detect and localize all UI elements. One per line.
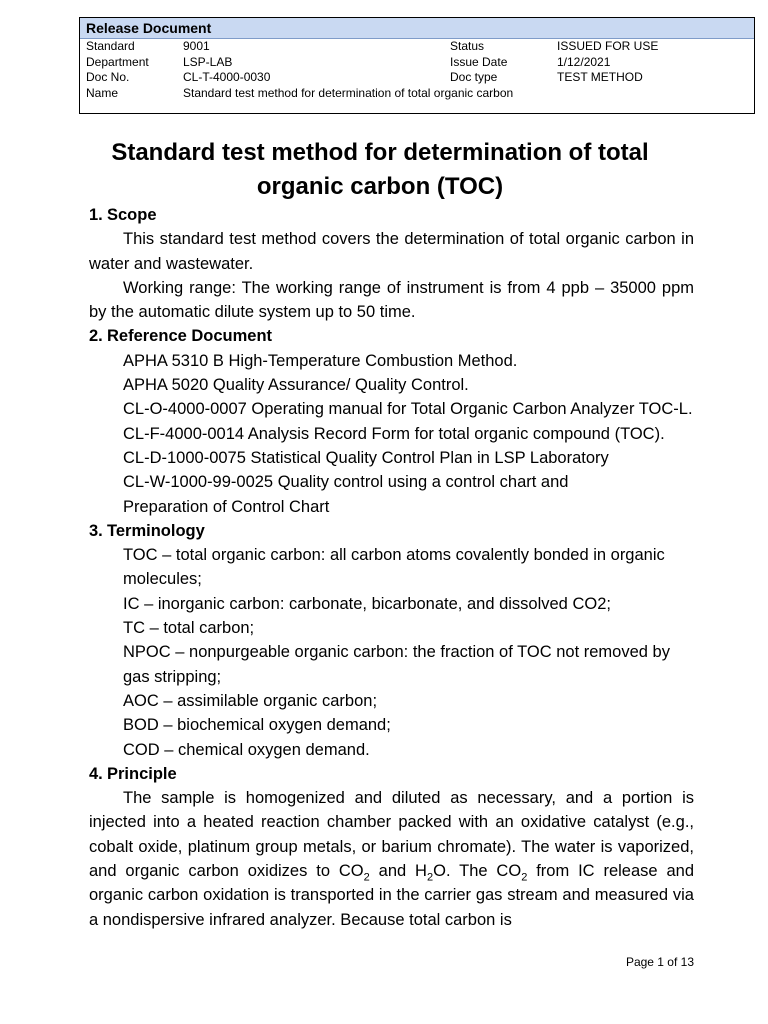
text-run: The sample is homogenized and diluted as necessary, and a portion is injected into a heated reaction chamber packed with an oxidative catalyst (e.g., cobalt oxide, platinum group metals, or barium chromate). The water is vaporized, and organic carbon oxidizes to CO bbox=[89, 789, 694, 881]
list-item: CL-W-1000-99-0025 Quality control using a control chart and bbox=[123, 473, 569, 492]
header-label: Status bbox=[450, 39, 485, 53]
header-value: 1/12/2021 bbox=[557, 54, 611, 69]
header-title: Release Document bbox=[80, 18, 754, 39]
list-item: NPOC – nonpurgeable organic carbon: the fraction of TOC not removed by gas stripping; bbox=[123, 643, 670, 686]
header-row bbox=[80, 39, 754, 55]
header-label: Name bbox=[86, 85, 119, 100]
list-item: APHA 5020 Quality Assurance/ Quality Control. bbox=[123, 376, 469, 395]
subscript: 2 bbox=[521, 871, 528, 884]
section-number: 1. bbox=[89, 206, 103, 224]
header-value: ISSUED FOR USE bbox=[557, 39, 659, 53]
section-number: 2. bbox=[89, 327, 103, 346]
document-body bbox=[89, 203, 694, 932]
section-title: Principle bbox=[107, 764, 177, 783]
header-value: CL-T-4000-0030 bbox=[183, 70, 271, 84]
header-row bbox=[80, 86, 754, 102]
section-heading-reference bbox=[89, 324, 694, 348]
subscript: 2 bbox=[363, 871, 370, 884]
section-title: Scope bbox=[107, 206, 157, 224]
header-row bbox=[80, 55, 754, 71]
list-item: TC – total carbon; bbox=[123, 619, 255, 638]
text-run: and H bbox=[369, 862, 427, 881]
header-row bbox=[80, 70, 754, 86]
header-value: LSP-LAB bbox=[183, 54, 233, 69]
list-item: IC – inorganic carbon: carbonate, bicarbonate, and dissolved CO2; bbox=[123, 594, 611, 613]
title-line: Standard test method for determination of total bbox=[111, 139, 649, 166]
header-value: Standard test method for determination of total organic carbon bbox=[183, 85, 514, 100]
header-label: Doc No. bbox=[86, 70, 130, 84]
section-heading-principle bbox=[89, 762, 694, 786]
list-item: COD – chemical oxygen demand. bbox=[123, 740, 370, 759]
text-run: from IC release and organic carbon oxidation is transported in the carrier gas stream and measured via a nondispersive infrared analyzer. Because total carbon is bbox=[89, 862, 694, 929]
release-document-header bbox=[79, 17, 755, 114]
header-label: Standard bbox=[86, 39, 135, 53]
section-heading-terminology bbox=[89, 519, 694, 543]
header-value: 9001 bbox=[183, 39, 210, 53]
list-item: CL-D-1000-0075 Statistical Quality Control Plan in LSP Laboratory bbox=[123, 448, 609, 467]
paragraph: This standard test method covers the determination of total organic carbon in water and wastewater. bbox=[89, 230, 694, 273]
title-line: organic carbon (TOC) bbox=[256, 173, 504, 200]
paragraph bbox=[89, 786, 694, 932]
list-item: CL-O-4000-0007 Operating manual for Total Organic Carbon Analyzer TOC-L. bbox=[123, 400, 693, 419]
list-item: TOC – total organic carbon: all carbon atoms covalently bonded in organic molecules; bbox=[123, 546, 665, 589]
header-label: Doc type bbox=[450, 70, 498, 84]
text-run: O. The CO bbox=[433, 862, 522, 881]
header-label: Department bbox=[86, 54, 149, 69]
document-title bbox=[70, 136, 690, 204]
section-heading-scope bbox=[89, 203, 694, 227]
list-item: BOD – biochemical oxygen demand; bbox=[123, 716, 391, 735]
page-number: Page 1 of 13 bbox=[625, 955, 694, 969]
list-item: AOC – assimilable organic carbon; bbox=[123, 691, 378, 710]
list-item: Preparation of Control Chart bbox=[123, 497, 330, 516]
header-value: TEST METHOD bbox=[557, 70, 643, 84]
section-number: 4. bbox=[89, 764, 103, 783]
section-number: 3. bbox=[89, 521, 103, 540]
section-title: Reference Document bbox=[107, 327, 273, 346]
section-title: Terminology bbox=[107, 521, 205, 540]
list-item: APHA 5310 B High-Temperature Combustion Method. bbox=[123, 351, 518, 370]
list-item: CL-F-4000-0014 Analysis Record Form for total organic compound (TOC). bbox=[123, 424, 665, 443]
subscript: 2 bbox=[426, 871, 434, 884]
header-label: Issue Date bbox=[450, 54, 508, 69]
paragraph: Working range: The working range of instrument is from 4 ppb – 35000 ppm by the automatic dilute system up to 50 time. bbox=[89, 278, 694, 322]
